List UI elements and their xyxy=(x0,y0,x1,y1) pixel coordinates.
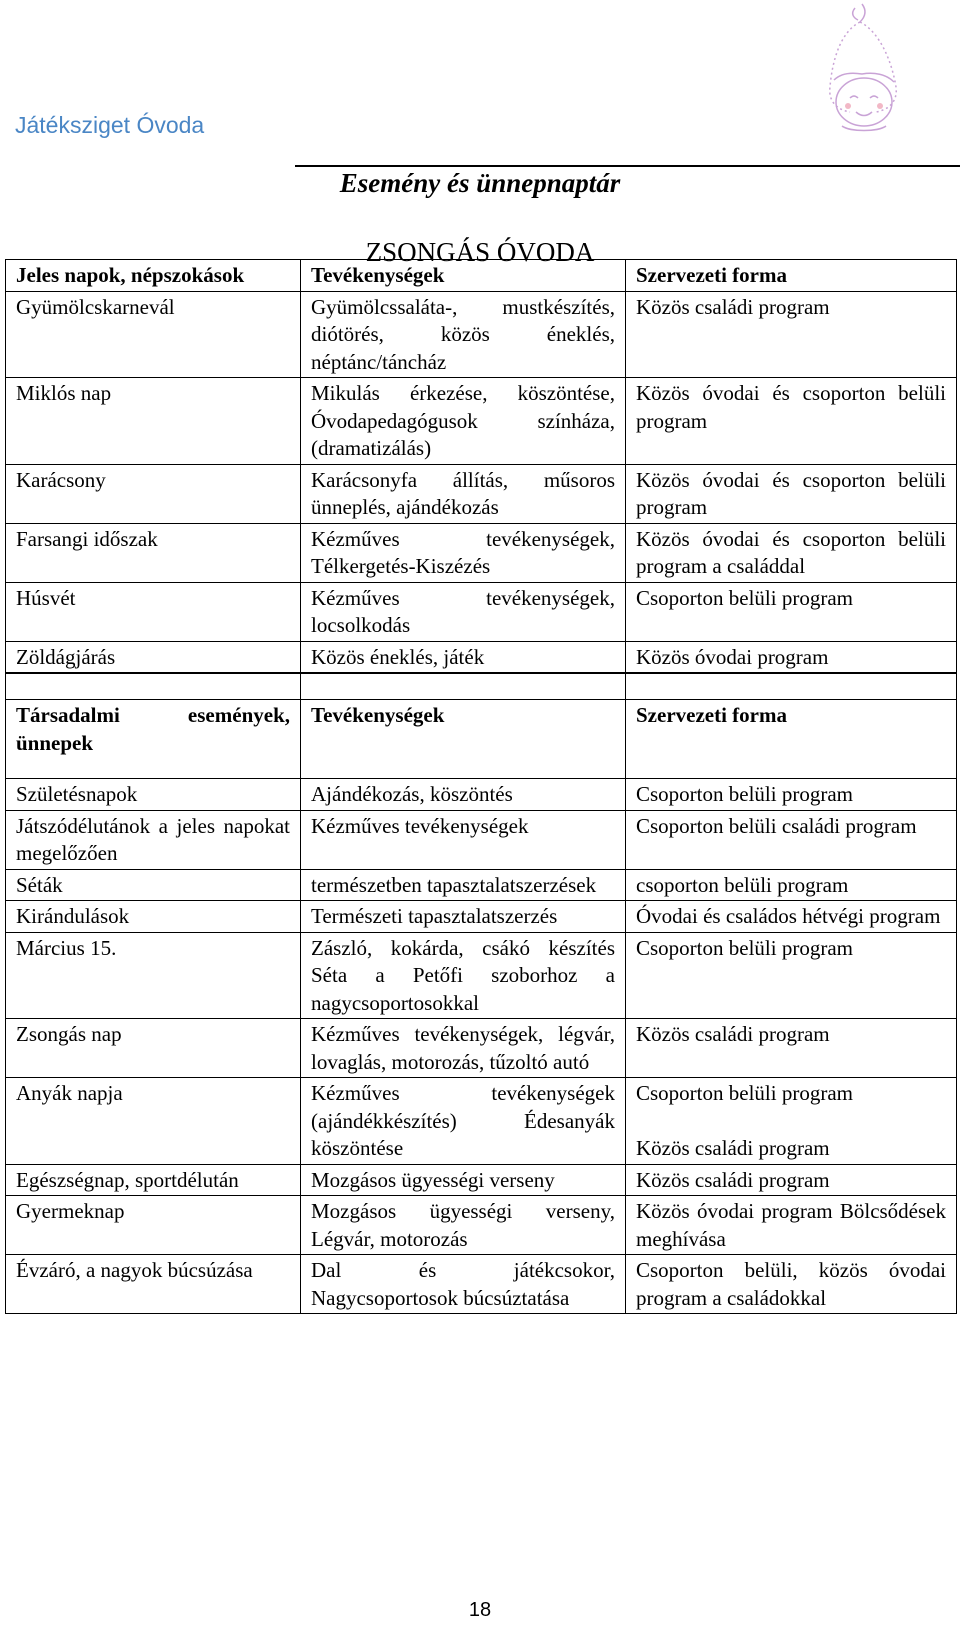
organization-cell: Csoporton belüli program Közös családi program xyxy=(626,1078,957,1165)
table-row xyxy=(6,779,957,811)
child-face-logo-icon xyxy=(810,2,920,142)
table-row xyxy=(6,1164,957,1196)
event-cell: Gyümölcskarnevál xyxy=(6,291,301,378)
traditions-table xyxy=(5,259,957,673)
activity-cell: Természeti tapasztalatszerzés xyxy=(301,901,626,933)
column-header: Társadalmi események, ünnepek xyxy=(6,700,301,779)
table-row xyxy=(6,1196,957,1255)
event-cell: Évzáró, a nagyok búcsúzása xyxy=(6,1255,301,1314)
organization-cell: Csoporton belüli program xyxy=(626,932,957,1019)
organization-cell: Közös óvodai és csoporton belüli program xyxy=(626,378,957,465)
organization-cell: Közös óvodai és csoporton belüli program xyxy=(626,464,957,523)
organization-cell: Csoporton belüli, közös óvodai program a családokkal xyxy=(626,1255,957,1314)
event-cell: Egészségnap, sportdélután xyxy=(6,1164,301,1196)
table-row xyxy=(6,1019,957,1078)
table-row xyxy=(6,378,957,465)
column-header: Szervezeti forma xyxy=(626,700,957,779)
event-cell: Anyák napja xyxy=(6,1078,301,1165)
activity-cell: Gyümölcssaláta-, mustkészítés, diótörés, közös éneklés, néptánc/táncház xyxy=(301,291,626,378)
organization-cell: Közös családi program xyxy=(626,1164,957,1196)
activity-cell: Ajándékozás, köszöntés xyxy=(301,779,626,811)
event-cell: Séták xyxy=(6,869,301,901)
organization-cell: Csoporton belüli program xyxy=(626,582,957,641)
activity-cell: Kézműves tevékenységek xyxy=(301,810,626,869)
document-title: Esemény és ünnepnaptár xyxy=(339,168,621,198)
table-header-row xyxy=(6,260,957,292)
activity-cell: Kézműves tevékenységek (ajándékkészítés) Édesanyák köszöntése xyxy=(301,1078,626,1165)
organization-cell: csoporton belüli program xyxy=(626,869,957,901)
column-header: Tevékenységek xyxy=(301,260,626,292)
table-row xyxy=(6,1078,957,1165)
event-cell: Húsvét xyxy=(6,582,301,641)
organization-name: Játéksziget Óvoda xyxy=(15,112,205,138)
column-header: Jeles napok, népszokások xyxy=(6,260,301,292)
organization-cell: Közös óvodai és csoporton belüli program a családdal xyxy=(626,523,957,582)
organization-cell: Közös családi program xyxy=(626,291,957,378)
event-cell: Kirándulások xyxy=(6,901,301,933)
activity-cell: Mozgásos ügyességi verseny, Légvár, motorozás xyxy=(301,1196,626,1255)
activity-cell: Mozgásos ügyességi verseny xyxy=(301,1164,626,1196)
event-cell: Születésnapok xyxy=(6,779,301,811)
table-row xyxy=(6,932,957,1019)
activity-cell: természetben tapasztalatszerzések xyxy=(301,869,626,901)
organization-cell: Közös családi program xyxy=(626,1019,957,1078)
event-cell: Március 15. xyxy=(6,932,301,1019)
table-header-row xyxy=(6,700,957,779)
activity-cell: Karácsonyfa állítás, műsoros ünneplés, ajándékozás xyxy=(301,464,626,523)
column-header: Szervezeti forma xyxy=(626,260,957,292)
organization-cell: Csoporton belüli program xyxy=(626,779,957,811)
activity-cell: Zászló, kokárda, csákó készítés Séta a Petőfi szoborhoz a nagycsoportosokkal xyxy=(301,932,626,1019)
table-row xyxy=(6,869,957,901)
table-row xyxy=(6,523,957,582)
activity-cell: Mikulás érkezése, köszöntése, Óvodapedagógusok színháza, (dramatizálás) xyxy=(301,378,626,465)
organization-cell: Óvodai és családos hétvégi program xyxy=(626,901,957,933)
event-cell: Gyermeknap xyxy=(6,1196,301,1255)
table-row xyxy=(6,582,957,641)
activity-cell: Kézműves tevékenységek, légvár, lovaglás, motorozás, tűzoltó autó xyxy=(301,1019,626,1078)
event-cell: Miklós nap xyxy=(6,378,301,465)
event-cell: Zöldágjárás xyxy=(6,641,301,673)
event-cell: Játszódélutánok a jeles napokat megelőzően xyxy=(6,810,301,869)
activity-cell: Közös éneklés, játék xyxy=(301,641,626,673)
table-row xyxy=(6,291,957,378)
table-row xyxy=(6,1255,957,1314)
event-cell: Karácsony xyxy=(6,464,301,523)
social-events-table xyxy=(5,673,957,1314)
page-number: 18 xyxy=(468,1599,492,1621)
organization-cell: Közös óvodai program xyxy=(626,641,957,673)
event-cell: Farsangi időszak xyxy=(6,523,301,582)
column-header: Tevékenységek xyxy=(301,700,626,779)
activity-cell: Kézműves tevékenységek, Télkergetés-Kiszézés xyxy=(301,523,626,582)
activity-cell: Dal és játékcsokor, Nagycsoportosok búcsúztatása xyxy=(301,1255,626,1314)
table-row xyxy=(6,901,957,933)
activity-cell: Kézműves tevékenységek, locsolkodás xyxy=(301,582,626,641)
organization-cell: Közös óvodai program Bölcsődések meghívása xyxy=(626,1196,957,1255)
organization-cell: Csoporton belüli családi program xyxy=(626,810,957,869)
document-subtitle: ZSONGÁS ÓVODA xyxy=(365,237,595,267)
table-spacer-row xyxy=(6,674,957,700)
header-rule xyxy=(295,165,960,167)
table-row xyxy=(6,464,957,523)
table-row xyxy=(6,810,957,869)
event-cell: Zsongás nap xyxy=(6,1019,301,1078)
table-row xyxy=(6,641,957,673)
